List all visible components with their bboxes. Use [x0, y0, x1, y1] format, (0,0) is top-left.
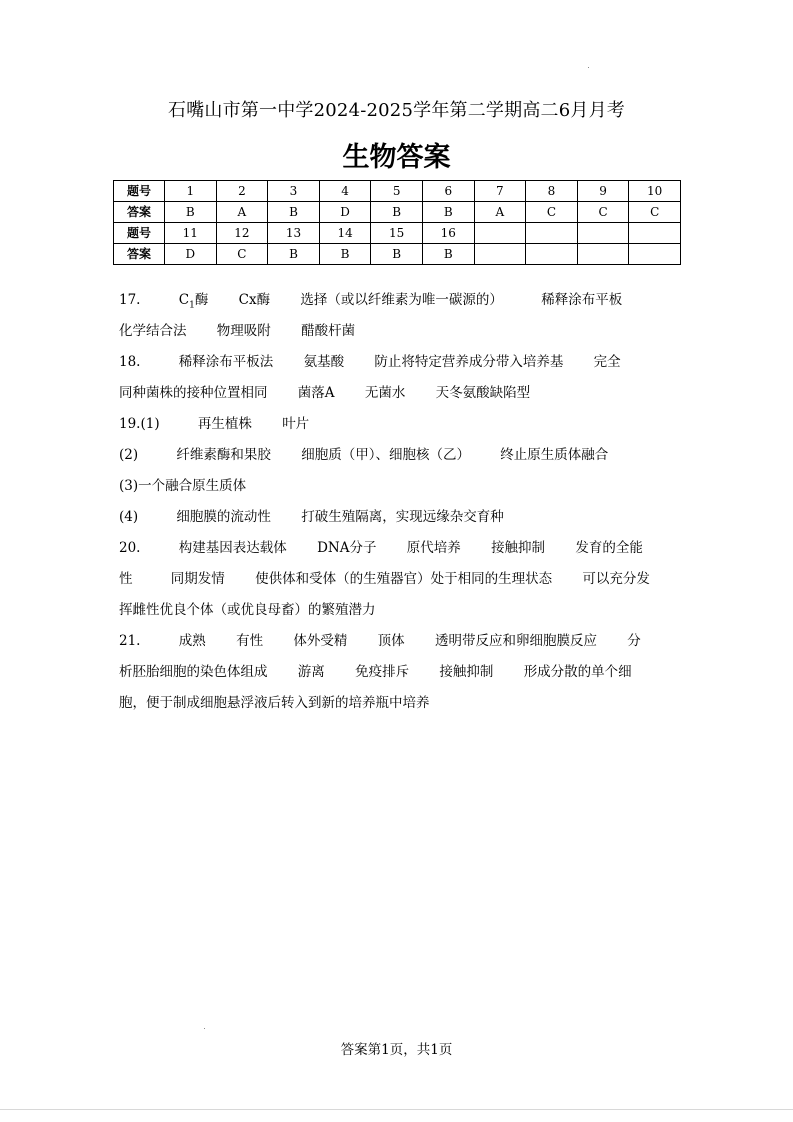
q20-line-2	[119, 568, 679, 599]
answers-section	[119, 289, 679, 723]
q20-answer: 发育的全能	[575, 540, 643, 556]
q20-answer: 接触抑制	[491, 540, 546, 556]
answer-cell: B	[165, 202, 217, 223]
q19-answer: 打破生殖隔离，实现远缘杂交育种	[301, 509, 504, 525]
answer-cell: B	[371, 244, 423, 265]
table-row	[114, 244, 681, 265]
table-row-header: 题号	[114, 181, 165, 202]
q21-line-1	[119, 630, 679, 661]
question-number-cell: 14	[319, 223, 371, 244]
q19-answer: 纤维素酶和果胶	[176, 447, 271, 463]
q21-answer: 游离	[297, 664, 325, 680]
q17-number: 17.	[119, 292, 141, 308]
q20-line-1	[119, 537, 679, 568]
question-number-cell: 10	[629, 181, 681, 202]
question-number-cell	[629, 223, 681, 244]
q17-line-2	[119, 320, 679, 351]
q19-answer: 细胞膜的流动性	[176, 509, 271, 525]
q20-answer: 挥雌性优良个体（或优良母畜）的繁殖潜力	[119, 602, 376, 618]
page-title: 石嘴山市第一中学2024-2025学年第二学期高二6月月考	[168, 100, 625, 121]
table-row-header: 答案	[114, 244, 165, 265]
q19-subnumber: (2)	[119, 447, 139, 463]
q18-answer: 完全	[593, 354, 621, 370]
question-number-cell	[577, 223, 629, 244]
q21-answer: 胞，便于制成细胞悬浮液后转入到新的培养瓶中培养	[119, 695, 430, 711]
q21-answer: 分	[627, 633, 641, 649]
question-number-cell: 11	[165, 223, 217, 244]
question-number-cell: 3	[268, 181, 320, 202]
question-number-cell: 7	[474, 181, 526, 202]
answer-cell: A	[474, 202, 526, 223]
question-number-cell: 1	[165, 181, 217, 202]
q18-line-1	[119, 351, 679, 382]
q20-answer: 性	[119, 571, 133, 587]
q19-number: 19.(1)	[119, 416, 160, 432]
q18-number: 18.	[119, 354, 141, 370]
q19-answer: 再生植株	[197, 416, 252, 432]
q19-line-2	[119, 444, 679, 475]
q19-answer: 细胞质（甲）、细胞核（乙）	[301, 447, 470, 463]
answer-table	[113, 180, 681, 265]
q18-answer: 氨基酸	[303, 354, 345, 370]
q21-answer: 有性	[236, 633, 264, 649]
q19-subnumber: (4)	[119, 509, 139, 525]
q19-line-4	[119, 506, 679, 537]
q21-answer: 成熟	[178, 633, 206, 649]
page-bottom-edge	[0, 1109, 793, 1110]
q20-answer: 构建基因表达载体	[178, 540, 287, 556]
q18-answer: 同种菌株的接种位置相同	[119, 385, 268, 401]
q19-answer: 叶片	[282, 416, 310, 432]
answer-cell: B	[319, 244, 371, 265]
q19-answer: (3)一个融合原生质体	[119, 478, 247, 494]
q20-answer: 原代培养	[406, 540, 461, 556]
q21-answer: 体外受精	[293, 633, 348, 649]
answer-cell: B	[371, 202, 423, 223]
q20-answer: 可以充分发	[582, 571, 650, 587]
answer-cell: B	[422, 244, 474, 265]
q19-answer: 终止原生质体融合	[500, 447, 609, 463]
q17-answer: 醋酸杆菌	[301, 323, 356, 339]
answer-cell	[474, 244, 526, 265]
question-number-cell	[526, 223, 578, 244]
answer-cell: B	[268, 202, 320, 223]
answer-cell: B	[268, 244, 320, 265]
answer-cell: C	[629, 202, 681, 223]
scan-speck-top	[588, 67, 589, 68]
q20-answer: DNA分子	[317, 540, 377, 556]
q17-line-1	[119, 289, 679, 320]
question-number-cell: 13	[268, 223, 320, 244]
question-number-cell	[474, 223, 526, 244]
question-number-cell: 8	[526, 181, 578, 202]
q17-answer: 物理吸附	[216, 323, 271, 339]
answer-cell: D	[165, 244, 217, 265]
table-row-header: 题号	[114, 223, 165, 244]
answer-cell	[526, 244, 578, 265]
q21-line-2	[119, 661, 679, 692]
answer-cell	[577, 244, 629, 265]
answer-cell: D	[319, 202, 371, 223]
q21-number: 21.	[119, 633, 141, 649]
q21-answer: 形成分散的单个细	[523, 664, 632, 680]
answer-cell: A	[216, 202, 268, 223]
question-number-cell: 15	[371, 223, 423, 244]
q20-line-3	[119, 599, 679, 630]
table-row-header: 答案	[114, 202, 165, 223]
table-row	[114, 223, 681, 244]
q18-answer: 无菌水	[364, 385, 406, 401]
q19-line-1	[119, 413, 679, 444]
q18-answer: 防止将特定营养成分带入培养基	[374, 354, 564, 370]
answer-cell: C	[216, 244, 268, 265]
q17-answer-c1-enzyme: $C_1$酶	[178, 292, 209, 311]
q17-answer: 化学结合法	[119, 323, 187, 339]
question-number-cell: 16	[422, 223, 474, 244]
q17-answer-cx-enzyme: Cx酶	[238, 292, 271, 308]
q19-line-3	[119, 475, 679, 506]
q20-number: 20.	[119, 540, 141, 556]
question-number-cell: 6	[422, 181, 474, 202]
answer-cell: B	[422, 202, 474, 223]
table-row	[114, 202, 681, 223]
q21-answer: 顶体	[377, 633, 405, 649]
question-number-cell: 9	[577, 181, 629, 202]
q21-answer: 接触抑制	[439, 664, 494, 680]
page-subtitle: 生物答案	[342, 142, 451, 173]
q17-answer-selective: 选择（或以纤维素为唯一碳源的）	[300, 292, 503, 308]
question-number-cell: 5	[371, 181, 423, 202]
question-number-cell: 4	[319, 181, 371, 202]
answer-cell: C	[577, 202, 629, 223]
table-row	[114, 181, 681, 202]
q21-line-3	[119, 692, 679, 723]
q18-answer: 稀释涂布平板法	[178, 354, 274, 370]
q20-answer: 同期发情	[170, 571, 225, 587]
answer-cell	[629, 244, 681, 265]
q21-answer: 透明带反应和卵细胞膜反应	[434, 633, 597, 649]
q18-line-2	[119, 382, 679, 413]
page-footer: 答案第1页，共1页	[340, 1042, 453, 1058]
q21-answer: 析胚胎细胞的染色体组成	[119, 664, 268, 680]
q21-answer: 免疫排斥	[355, 664, 410, 680]
scan-speck-bottom	[204, 1028, 205, 1029]
q18-answer: 菌落A	[297, 385, 335, 401]
question-number-cell: 12	[216, 223, 268, 244]
q17-answer-plate: 稀释涂布平板	[541, 292, 623, 308]
answer-cell: C	[526, 202, 578, 223]
q20-answer: 使供体和受体（的生殖器官）处于相同的生理状态	[255, 571, 553, 587]
q18-answer: 天冬氨酸缺陷型	[435, 385, 531, 401]
question-number-cell: 2	[216, 181, 268, 202]
